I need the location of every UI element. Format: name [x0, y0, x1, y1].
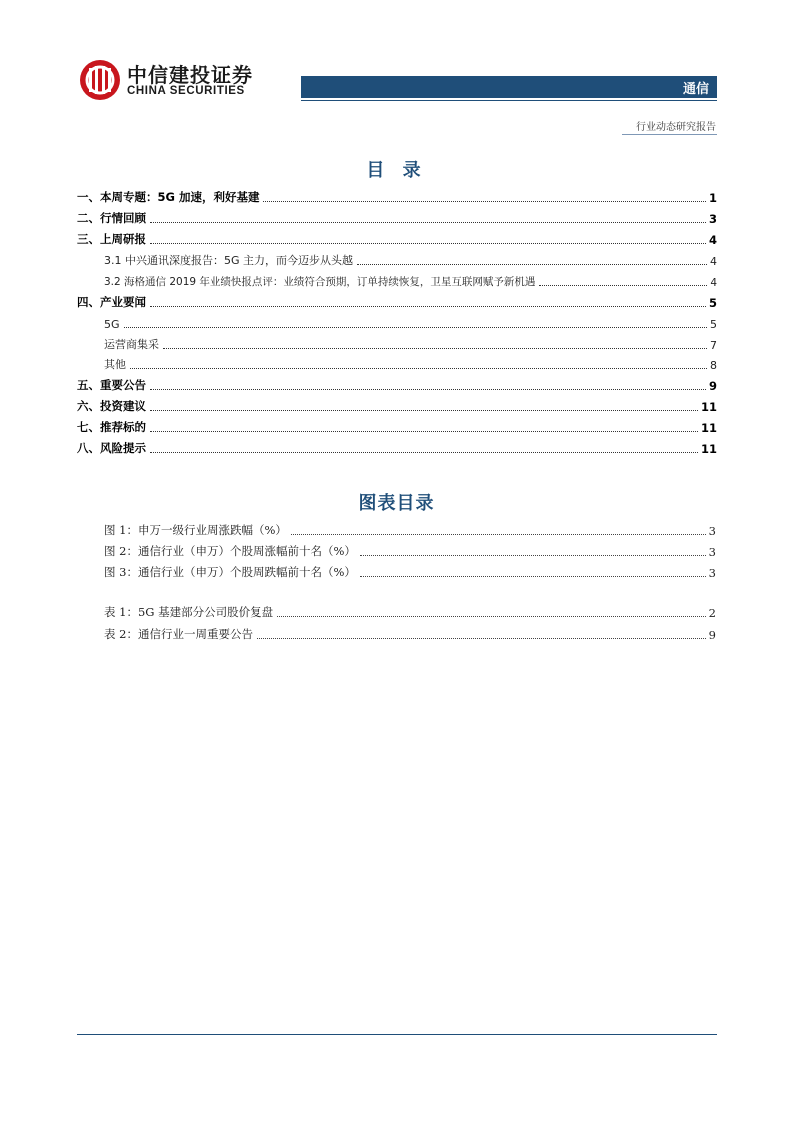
toc-entry-label: 七、推荐标的 [77, 420, 146, 434]
leader-dots [150, 419, 698, 432]
toc-entry-page: 4 [708, 233, 717, 247]
toc-subentry[interactable] [104, 336, 717, 352]
toc-entry-page: 11 [700, 400, 717, 414]
leader-dots [150, 231, 706, 244]
header-divider [301, 100, 717, 101]
leader-dots [150, 294, 706, 307]
toc-entry-label: 三、上周研报 [77, 232, 146, 246]
toc-entry-page: 9 [708, 379, 717, 393]
table-entry[interactable] [104, 626, 716, 642]
figure-entry[interactable] [104, 564, 716, 580]
toc-entry-label: 八、风险提示 [77, 441, 146, 455]
toc-entry[interactable] [77, 189, 717, 205]
toc-entry-page: 5 [708, 296, 717, 310]
toc-entry-label: 四、产业要闻 [77, 295, 146, 309]
logo-english-name: CHINA SECURITIES [127, 85, 245, 97]
figure-entry-label: 图 2：通信行业（申万）个股周涨幅前十名（%） [104, 544, 356, 558]
table-entry-page: 2 [708, 606, 716, 620]
figure-entry-page: 3 [708, 524, 716, 538]
toc-entry-label: 二、行情回顾 [77, 211, 146, 225]
toc-entry-page: 5 [710, 318, 717, 331]
leader-dots [163, 336, 707, 349]
toc-entry-label: 3.2 海格通信 2019 年业绩快报点评：业绩符合预期，订单持续恢复，卫星互联网赋予新机遇 [104, 276, 536, 288]
leader-dots [360, 543, 706, 556]
sector-label: 通信 [682, 82, 709, 97]
figure-entry-label: 图 3：通信行业（申万）个股周跌幅前十名（%） [104, 565, 356, 579]
toc-entry[interactable] [77, 210, 717, 226]
table-entry-label: 表 1：5G 基建部分公司股价复盘 [104, 605, 274, 619]
toc-entry[interactable] [77, 377, 717, 393]
table-entry-label: 表 2：通信行业一周重要公告 [104, 627, 253, 641]
figure-entry-label: 图 1：申万一级行业周涨跌幅（%） [104, 523, 287, 537]
logo-chinese-name: 中信建投证券 [127, 63, 253, 87]
toc-entry-page: 8 [710, 359, 717, 372]
toc-entry-page: 3 [708, 212, 717, 226]
report-type-label: 行业动态研究报告 [636, 122, 716, 133]
toc-entry-page: 1 [708, 191, 717, 205]
leader-dots [150, 210, 706, 223]
company-logo [78, 58, 258, 104]
leader-dots [291, 522, 706, 535]
toc-entry[interactable] [77, 398, 717, 414]
toc-entry-label: 5G [104, 318, 120, 331]
footer-divider [77, 1034, 717, 1035]
figure-entry[interactable] [104, 543, 716, 559]
leader-dots [277, 604, 706, 617]
leader-dots [357, 252, 707, 265]
toc-entry-page: 7 [710, 339, 717, 352]
sector-banner [301, 76, 717, 98]
toc-subentry[interactable] [104, 273, 717, 289]
figure-entry-page: 3 [708, 566, 716, 580]
toc-entry-label: 运营商集采 [104, 338, 159, 351]
leader-dots [150, 398, 698, 411]
toc-entry-label: 3.1 中兴通讯深度报告：5G 主力，而今迈步从头越 [104, 254, 354, 267]
toc-entry[interactable] [77, 294, 717, 310]
leader-dots [150, 440, 698, 453]
leader-dots [263, 189, 706, 202]
toc-entry-label: 六、投资建议 [77, 399, 146, 413]
leader-dots [150, 377, 706, 390]
toc-subentry[interactable] [104, 315, 717, 331]
leader-dots [124, 315, 707, 328]
figure-entry[interactable] [104, 522, 716, 538]
toc-entry-page: 4 [710, 255, 717, 268]
toc-subentry[interactable] [104, 252, 717, 268]
figure-entry-page: 3 [708, 545, 716, 559]
toc-entry-label: 其他 [104, 358, 126, 371]
leader-dots [539, 273, 707, 286]
toc-subentry[interactable] [104, 356, 717, 372]
leader-dots [257, 626, 706, 639]
china-securities-logo-icon [78, 58, 122, 102]
toc-entry-page: 11 [700, 442, 717, 456]
toc-entry[interactable] [77, 231, 717, 247]
toc-title: 目 录 [366, 160, 427, 181]
report-type-underline [622, 134, 717, 135]
toc-entry-page: 11 [700, 421, 717, 435]
leader-dots [130, 356, 707, 369]
toc-entry[interactable] [77, 419, 717, 435]
toc-entry[interactable] [77, 440, 717, 456]
toc-entry-label: 五、重要公告 [77, 378, 146, 392]
table-entry[interactable] [104, 604, 716, 620]
figure-table-index-title: 图表目录 [358, 493, 435, 514]
toc-entry-label: 一、本周专题：5G 加速，利好基建 [77, 190, 260, 204]
leader-dots [360, 564, 706, 577]
toc-entry-page: 4 [710, 277, 717, 289]
table-entry-page: 9 [708, 628, 716, 642]
